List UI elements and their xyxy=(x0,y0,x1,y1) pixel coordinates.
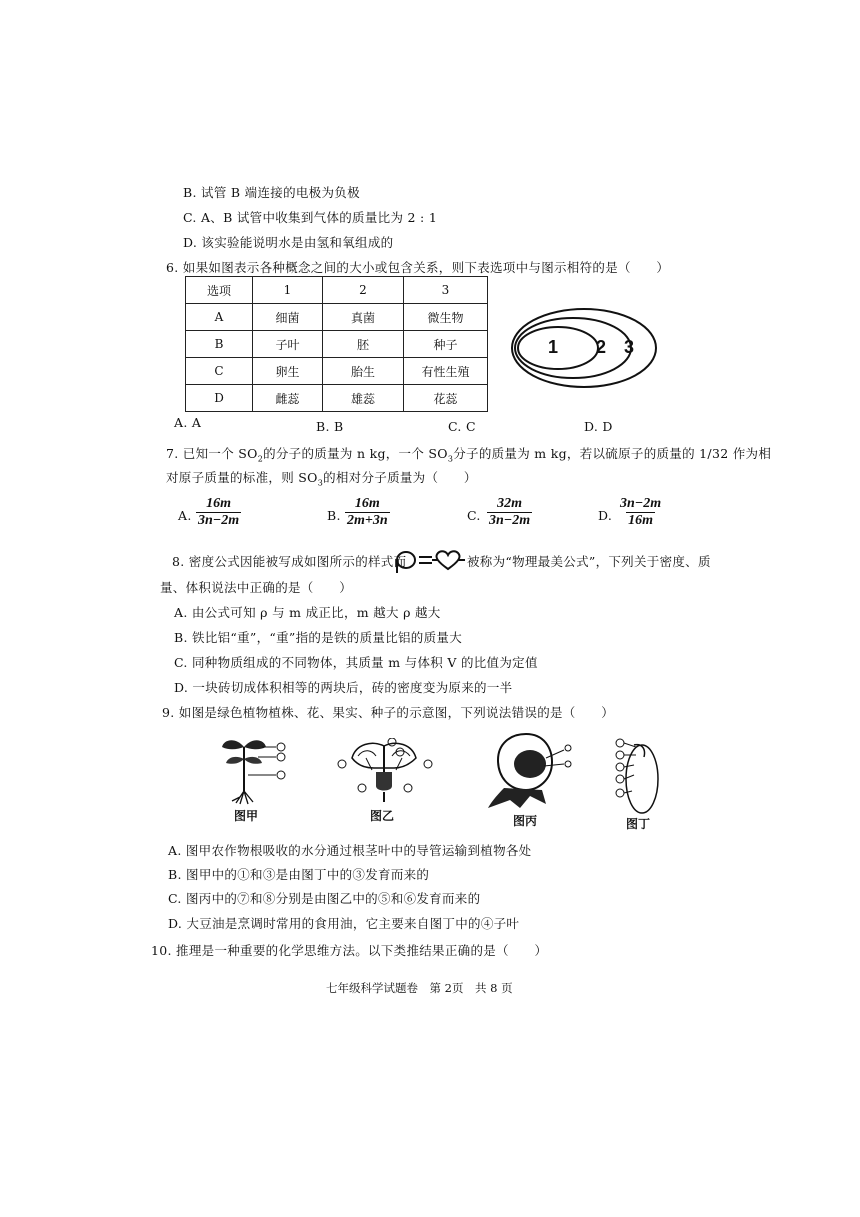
q7-option-b-fraction xyxy=(345,496,390,529)
q8-stem-line2: 量、体积说法中正确的是（ ） xyxy=(160,580,353,595)
table-header-cell: 1 xyxy=(253,277,323,304)
subscript: 3 xyxy=(317,478,324,488)
diagram-label-1: 1 xyxy=(548,337,559,357)
table-cell: 胎生 xyxy=(323,358,404,385)
table-header-cell: 选项 xyxy=(186,277,253,304)
fraction-denominator: 3n−2m xyxy=(198,513,240,528)
q7-text: 分子的质量为 m kg，若以硫原子的质量的 1/32 作为相 xyxy=(453,446,772,461)
q6-options-table xyxy=(185,276,488,412)
q6-answer-c: C. C xyxy=(448,419,476,434)
q7-stem-line1 xyxy=(166,444,771,464)
q5-option-d: D. 该实验能说明水是由氢和氧组成的 xyxy=(183,235,394,250)
q5-option-b: B. 试管 B 端连接的电极为负极 xyxy=(183,185,360,200)
q7-option-b-letter: B. xyxy=(327,508,341,523)
q9-option-b: B. 图甲中的①和③是由图丁中的③发育而来的 xyxy=(168,867,430,882)
q7-text: 的相对分子质量为（ ） xyxy=(323,470,477,485)
table-cell: 花蕊 xyxy=(404,385,488,412)
table-row xyxy=(186,385,488,412)
q7-option-a-fraction xyxy=(196,496,241,529)
q7-option-d-fraction xyxy=(618,496,663,529)
figure-label-yi: 图乙 xyxy=(370,809,395,823)
diagram-label-3: 3 xyxy=(624,337,635,357)
q7-option-d-letter: D. xyxy=(598,508,613,523)
table-cell: 子叶 xyxy=(253,331,323,358)
fraction-numerator: 3n−2m xyxy=(620,496,662,511)
q7-option-c-fraction xyxy=(487,496,532,529)
q8-stem-line1-a: 8. 密度公式因能被写成如图所示的样式而 xyxy=(172,554,407,569)
table-row xyxy=(186,358,488,385)
figure-label-bing: 图丙 xyxy=(513,814,538,828)
fruit-illustration xyxy=(486,730,576,810)
flower-illustration xyxy=(336,738,436,804)
fraction-denominator: 16m xyxy=(628,513,654,528)
q6-answer-d: D. D xyxy=(584,419,613,434)
q8-option-b: B. 铁比铝“重”，“重”指的是铁的质量比铝的质量大 xyxy=(174,630,462,645)
table-cell: 雄蕊 xyxy=(323,385,404,412)
q8-option-c: C. 同种物质组成的不同物体，其质量 m 与体积 V 的比值为定值 xyxy=(174,655,538,670)
q9-option-a: A. 图甲农作物根吸收的水分通过根茎叶中的导管运输到植物各处 xyxy=(168,843,532,858)
table-cell: 雌蕊 xyxy=(253,385,323,412)
figure-label-jia: 图甲 xyxy=(234,809,259,823)
q7-text: 的分子的质量为 n kg，一个 SO xyxy=(263,446,448,461)
table-cell: D xyxy=(186,385,253,412)
q9-option-d: D. 大豆油是烹调时常用的食用油，它主要来自图丁中的④子叶 xyxy=(168,916,520,931)
q8-option-a: A. 由公式可知 ρ 与 m 成正比，m 越大 ρ 越大 xyxy=(174,605,441,620)
q6-stem: 6. 如果如图表示各种概念之间的大小或包含关系，则下表选项中与图示相符的是（ ） xyxy=(166,260,670,275)
seed-illustration xyxy=(612,735,662,815)
table-header-cell: 3 xyxy=(404,277,488,304)
q7-text: 对原子质量的标准，则 SO xyxy=(166,470,318,485)
q5-option-c: C. A、B 试管中收集到气体的质量比为 2 : 1 xyxy=(183,210,438,225)
concept-nesting-diagram xyxy=(506,303,666,393)
q9-stem: 9. 如图是绿色植物植株、花、果实、种子的示意图，下列说法错误的是（ ） xyxy=(162,705,615,720)
q7-option-c-letter: C. xyxy=(467,508,481,523)
q9-option-c: C. 图丙中的⑦和⑧分别是由图乙中的⑤和⑥发育而来的 xyxy=(168,891,481,906)
table-cell: 细菌 xyxy=(253,304,323,331)
fraction-numerator: 16m xyxy=(354,496,380,511)
q6-answer-a: A. A xyxy=(174,415,202,430)
q7-text: 7. 已知一个 SO xyxy=(166,446,258,461)
rho-equals-heart-icon xyxy=(394,548,466,574)
fraction-denominator: 3n−2m xyxy=(489,513,531,528)
diagram-label-2: 2 xyxy=(596,337,607,357)
q7-option-a-letter: A. xyxy=(178,508,192,523)
table-cell: 胚 xyxy=(323,331,404,358)
table-header-cell: 2 xyxy=(323,277,404,304)
subscript: 3 xyxy=(447,454,454,464)
table-cell: A xyxy=(186,304,253,331)
plant-illustration xyxy=(218,735,288,805)
table-cell: 有性生殖 xyxy=(404,358,488,385)
q6-answer-b: B. B xyxy=(316,419,344,434)
page-footer: 七年级科学试题卷 第 2页 共 8 页 xyxy=(326,981,513,995)
fraction-denominator: 2m+3n xyxy=(347,513,388,528)
table-header-row xyxy=(186,277,488,304)
table-row xyxy=(186,304,488,331)
q8-stem-line1-b: 被称为“物理最美公式”，下列关于密度、质 xyxy=(467,554,711,569)
figure-label-ding: 图丁 xyxy=(626,817,651,831)
q10-stem: 10. 推理是一种重要的化学思维方法。以下类推结果正确的是（ ） xyxy=(151,943,548,958)
table-cell: C xyxy=(186,358,253,385)
table-row xyxy=(186,331,488,358)
q7-stem-line2 xyxy=(166,468,477,488)
table-cell: 微生物 xyxy=(404,304,488,331)
q8-option-d: D. 一块砖切成体积相等的两块后，砖的密度变为原来的一半 xyxy=(174,680,513,695)
fraction-numerator: 16m xyxy=(206,496,232,511)
table-cell: B xyxy=(186,331,253,358)
subscript: 2 xyxy=(257,454,264,464)
table-cell: 卵生 xyxy=(253,358,323,385)
table-cell: 真菌 xyxy=(323,304,404,331)
fraction-numerator: 32m xyxy=(497,496,523,511)
table-cell: 种子 xyxy=(404,331,488,358)
